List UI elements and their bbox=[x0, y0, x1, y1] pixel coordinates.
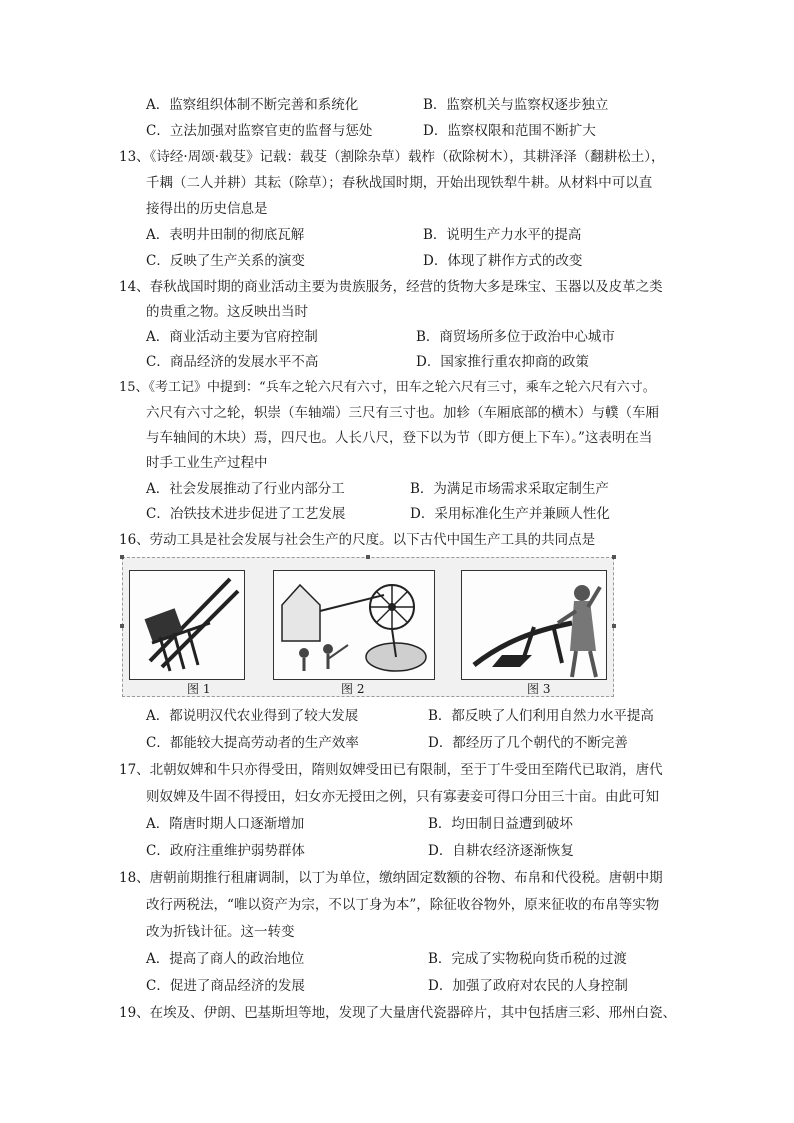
q13-option-a: A．表明井田制的彻底瓦解 bbox=[146, 227, 305, 243]
q17-stem-line-2: 则奴婢及牛固不得授田，妇女亦无授田之例，只有寡妻妾可得口分田三十亩。由此可知 bbox=[146, 789, 659, 805]
q18-option-b: B．完成了实物税向货币税的过渡 bbox=[428, 951, 627, 967]
resize-handle bbox=[366, 555, 370, 559]
q19-stem-line-1: 19、在埃及、伊朗、巴基斯坦等地，发现了大量唐代瓷器碎片，其中包括唐三彩、邢州白瓷、 bbox=[119, 1005, 677, 1021]
q17-option-c: C．政府注重维护弱势群体 bbox=[146, 843, 305, 859]
q16-option-b: B．都反映了人们利用自然力水平提高 bbox=[428, 708, 654, 724]
q13-option-b: B．说明生产力水平的提高 bbox=[423, 227, 582, 243]
q18-stem-line-2: 改行两税法，“唯以资产为宗，不以丁身为本”，除征收谷物外，原来征收的布帛等实物 bbox=[146, 897, 660, 913]
q15-option-c: C．冶铁技术进步促进了工艺发展 bbox=[146, 506, 346, 522]
q14-stem-line-2: 的贵重之物。这反映出当时 bbox=[146, 304, 308, 320]
q13-option-c: C．反映了生产关系的演变 bbox=[146, 253, 305, 269]
q14-stem-line-1: 14、春秋战国时期的商业活动主要为贵族服务，经营的货物大多是珠宝、玉器以及皮革之类 bbox=[119, 279, 663, 295]
q14-option-c: C．商品经济的发展水平不高 bbox=[146, 354, 319, 370]
q14-option-d: D．国家推行重农抑商的政策 bbox=[416, 354, 589, 370]
q16-stem-line-1: 16、劳动工具是社会发展与社会生产的尺度。以下古代中国生产工具的共同点是 bbox=[119, 532, 596, 548]
q14-option-a: A．商业活动主要为官府控制 bbox=[146, 329, 318, 345]
q13-stem-line-3: 接得出的历史信息是 bbox=[146, 201, 268, 217]
resize-handle bbox=[120, 555, 124, 559]
q18-stem-line-3: 改为折钱计征。这一转变 bbox=[146, 924, 295, 940]
figure-3-curved-plough bbox=[461, 570, 607, 680]
q16-option-c: C．都能较大提高劳动者的生产效率 bbox=[146, 735, 359, 751]
q18-option-c: C．促进了商品经济的发展 bbox=[146, 978, 305, 994]
resize-handle bbox=[120, 624, 124, 628]
figure-1-seed-drill bbox=[129, 570, 245, 680]
q15-stem-line-2: 六尺有六寸之轮，轵崇（车轴端）三尺有三寸也。加轸（车厢底部的横木）与轐（车厢 bbox=[146, 405, 659, 421]
q15-stem-line-1: 15、《考工记》中提到：“兵车之轮六尺有六寸，田车之轮六尺有三寸，乘车之轮六尺有六寸。 bbox=[119, 380, 656, 395]
q16-figure-panel bbox=[122, 557, 614, 697]
figure-3-caption: 图 3 bbox=[527, 682, 551, 696]
q15-option-b: B．为满足市场需求采取定制生产 bbox=[410, 481, 609, 497]
resize-handle bbox=[612, 624, 616, 628]
q12-option-c: C．立法加强对监察官吏的监督与惩处 bbox=[146, 123, 373, 139]
resize-handle bbox=[612, 555, 616, 559]
q18-stem-line-1: 18、唐朝前期推行租庸调制，以丁为单位，缴纳固定数额的谷物、布帛和代役税。唐朝中期 bbox=[119, 870, 663, 886]
q17-option-a: A．隋唐时期人口逐渐增加 bbox=[146, 816, 305, 832]
q18-option-d: D．加强了政府对农民的人身控制 bbox=[428, 978, 628, 994]
figure-2-caption: 图 2 bbox=[341, 682, 365, 696]
figure-1-caption: 图 1 bbox=[187, 682, 211, 696]
q15-option-a: A．社会发展推动了行业内部分工 bbox=[146, 481, 345, 497]
q15-stem-line-4: 时手工业生产过程中 bbox=[146, 455, 268, 471]
q13-stem-line-2: 千耦（二人并耕）其耘（除草）；春秋战国时期，开始出现铁犁牛耕。从材料中可以直 bbox=[146, 175, 653, 191]
q17-option-d: D．自耕农经济逐渐恢复 bbox=[428, 843, 574, 859]
q17-option-b: B．均田制日益遭到破坏 bbox=[428, 816, 573, 832]
q13-stem-line-1: 13、《诗经·周颂·载芟》记载：载芟（割除杂草）载柞（砍除树木），其耕泽泽（翻耕松土）， bbox=[119, 149, 665, 165]
q15-stem-line-3: 与车轴间的木块）焉，四尺也。人长八尺，登下以为节（即方便上下车）。”这表明在当 bbox=[146, 430, 653, 446]
q15-option-d: D．采用标准化生产并兼顾人性化 bbox=[410, 506, 610, 522]
q13-option-d: D．体现了耕作方式的改变 bbox=[423, 253, 583, 269]
q16-option-d: D．都经历了几个朝代的不断完善 bbox=[428, 735, 628, 751]
q18-option-a: A．提高了商人的政治地位 bbox=[146, 951, 305, 967]
q12-option-b: B．监察机关与监察权逐步独立 bbox=[423, 97, 609, 113]
q16-option-a: A．都说明汉代农业得到了较大发展 bbox=[146, 708, 359, 724]
q12-option-a: A．监察组织体制不断完善和系统化 bbox=[146, 97, 359, 113]
q17-stem-line-1: 17、北朝奴婢和牛只亦得受田，隋则奴婢受田已有限制，至于丁牛受田至隋代已取消，唐代 bbox=[119, 762, 663, 778]
q14-option-b: B．商贸场所多位于政治中心城市 bbox=[416, 329, 615, 345]
q12-option-d: D．监察权限和范围不断扩大 bbox=[423, 123, 596, 139]
figure-2-water-wheel bbox=[273, 570, 435, 680]
